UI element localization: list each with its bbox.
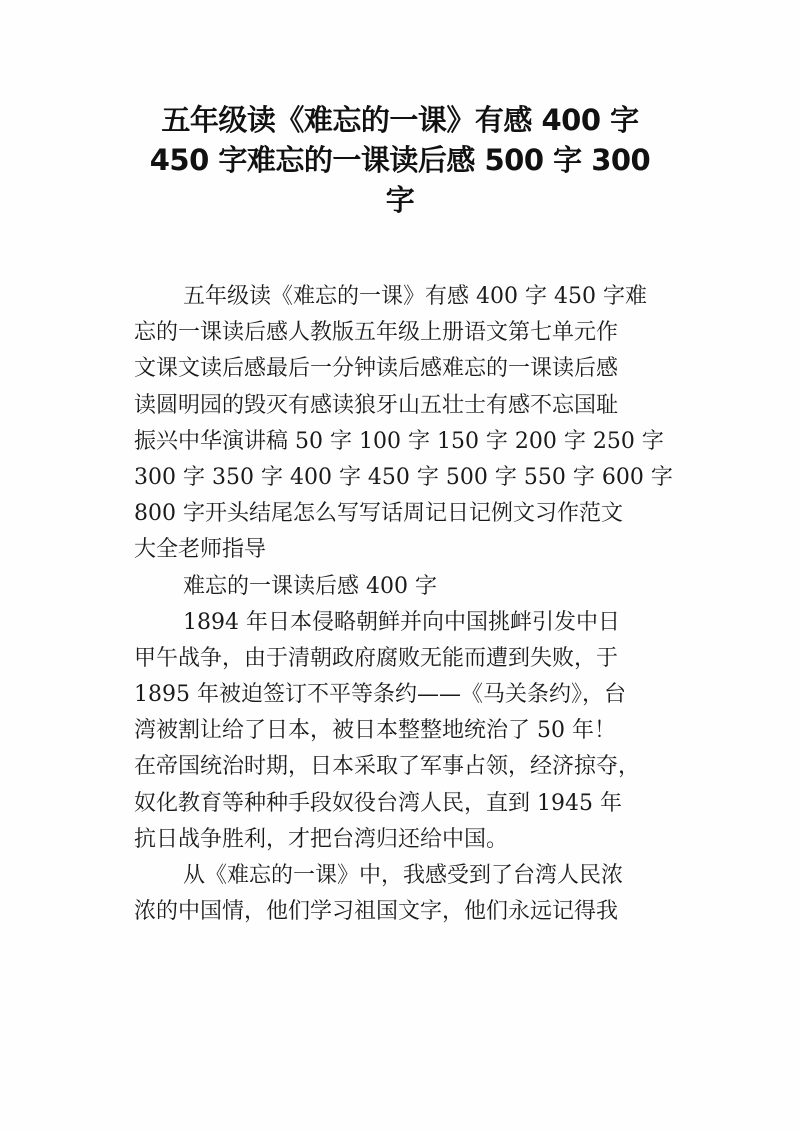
section-heading xyxy=(134,569,674,605)
title-line: 450 字难忘的一课读后感 500 字 300 xyxy=(149,143,651,177)
paragraph-intro xyxy=(134,279,674,569)
title-line: 五年级读《难忘的一课》有感 400 字 xyxy=(161,103,639,137)
text-line: 在帝国统治时期，日本采取了军事占领，经济掠夺， xyxy=(134,754,641,780)
text-line: 甲午战争，由于清朝政府腐败无能而遭到失败，于 xyxy=(134,645,619,671)
text-line: 读圆明园的毁灭有感读狼牙山五壮士有感不忘国耻 xyxy=(134,392,619,418)
text-line: 大全老师指导 xyxy=(134,537,267,563)
subheading-line: 难忘的一课读后感 400 字 xyxy=(183,573,437,599)
text-line: 抗日战争胜利，才把台湾归还给中国。 xyxy=(134,826,509,852)
title-line: 字 xyxy=(385,183,415,217)
text-line: 湾被割让给了日本，被日本整整地统治了 50 年！ xyxy=(134,718,616,744)
document-body xyxy=(134,279,674,930)
text-line: 800 字开头结尾怎么写写话周记日记例文习作范文 xyxy=(134,501,623,527)
text-line: 从《难忘的一课》中，我感受到了台湾人民浓 xyxy=(183,863,624,888)
text-line: 五年级读《难忘的一课》有感 400 字 450 字难 xyxy=(183,284,647,309)
paragraph-history xyxy=(134,605,674,858)
text-line: 忘的一课读后感人教版五年级上册语文第七单元作 xyxy=(134,320,619,346)
text-line: 1894 年日本侵略朝鲜并向中国挑衅引发中日 xyxy=(183,609,620,635)
document-title xyxy=(100,100,700,220)
text-line: 奴化教育等种种手段奴役台湾人民，直到 1945 年 xyxy=(134,790,622,816)
text-line: 300 字 350 字 400 字 450 字 500 字 550 字 600 字 xyxy=(134,464,673,490)
text-line: 文课文读后感最后一分钟读后感难忘的一课读后感 xyxy=(134,356,619,382)
text-line: 浓的中国情，他们学习祖国文字，他们永远记得我 xyxy=(134,899,619,925)
paragraph-reflection xyxy=(134,858,674,930)
text-line: 振兴中华演讲稿 50 字 100 字 150 字 200 字 250 字 xyxy=(134,428,664,454)
text-line: 1895 年被迫签订不平等条约——《马关条约》，台 xyxy=(134,682,626,708)
